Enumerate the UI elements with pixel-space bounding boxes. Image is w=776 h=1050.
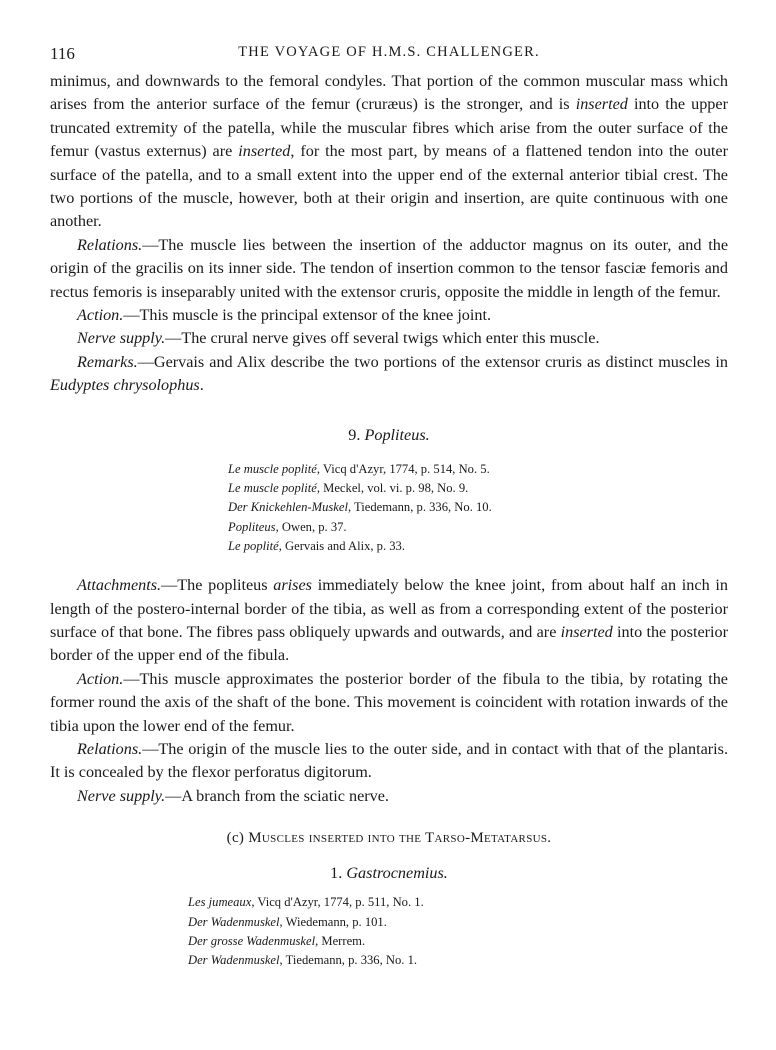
paragraph-nerve-supply-1: Nerve supply.—The crural nerve gives off several twigs which enter this muscle.	[77, 329, 600, 348]
label-action: Action.	[77, 306, 124, 325]
synonym-entry: Der Wadenmuskel, Wiedemann, p. 101.	[188, 914, 387, 929]
page	[50, 44, 728, 970]
synonym-entry: Les jumeaux, Vicq d'Azyr, 1774, p. 511, No. 1.	[188, 895, 424, 910]
synonym-entry: Der grosse Wadenmuskel, Merrem.	[188, 933, 366, 948]
synonym-entry: Le muscle poplité, Vicq d'Azyr, 1774, p. 514, No. 5.	[228, 461, 490, 476]
synonym-entry: Le poplité, Gervais and Alix, p. 33.	[228, 538, 406, 553]
synonym-entry: Le muscle poplité, Meckel, vol. vi. p. 98, No. 9.	[228, 480, 469, 495]
paragraph-extensor-cruris-continued: minimus, and downwards to the femoral condyles. That portion of the common muscular mass which arises from the anterior surface of the femur (cruræus) is the stronger, and is inserted into the upper truncated extremity of the patella, while the muscular fibres which arise from the outer surface of the femur (vastus externus) are inserted, for the most part, by means of a flattened tendon into the outer surface of the patella, and to a small extent into the upper end of the external anterior tibial crest. The two portions of the muscle, however, both at their origin and insertion, are quite continuous with one another.	[50, 72, 728, 231]
page-header	[50, 44, 728, 70]
section-title-gastrocnemius: 1. Gastrocnemius.	[330, 864, 448, 883]
label-relations: Relations.	[77, 740, 143, 759]
subheading-tarso-metatarsus: (c) Muscles inserted into the Tarso-Metatarsus.	[226, 830, 552, 847]
running-title: THE VOYAGE OF H.M.S. CHALLENGER.	[238, 44, 540, 60]
synonymy-list-gastrocnemius	[188, 893, 728, 970]
synonym-entry: Der Wadenmuskel, Tiedemann, p. 336, No. 1.	[188, 953, 418, 968]
label-nerve-supply: Nerve supply.	[77, 786, 166, 805]
paragraph-relations-1: Relations.—The muscle lies between the insertion of the adductor magnus on its outer, and the origin of the gracilis on its inner side. The tendon of insertion common to the tensor fasciæ femoris and rectus femoris is inseparably united with the extensor cruris, opposite the middle in length of the femur.	[50, 235, 728, 301]
paragraph-relations-2: Relations.—The origin of the muscle lies to the outer side, and in contact with that of the plantaris. It is concealed by the flexor perforatus digitorum.	[50, 740, 728, 782]
synonymy-list-popliteus	[228, 460, 728, 556]
section-title-popliteus: 9. Popliteus.	[348, 425, 430, 444]
label-remarks: Remarks.	[77, 352, 138, 371]
synonym-entry: Popliteus, Owen, p. 37.	[228, 519, 347, 534]
synonym-entry: Der Knickehlen-Muskel, Tiedemann, p. 336, No. 10.	[228, 500, 492, 515]
species-name: Eudyptes chrysolophus	[50, 376, 200, 395]
label-relations: Relations.	[77, 235, 143, 254]
label-action: Action.	[77, 669, 124, 688]
page-number: 116	[50, 44, 75, 63]
paragraph-attachments-2: Attachments.—The popliteus arises immediately below the knee joint, from about half an inch in length of the postero-internal border of the tibia, as well as from a corresponding extent of the posterior surface of that bone. The fibres pass obliquely upwards and outwards, and are inserted into the posterior border of the upper end of the fibula.	[50, 576, 729, 665]
label-attachments: Attachments.	[77, 576, 162, 595]
paragraph-action-2: Action.—This muscle approximates the posterior border of the fibula to the tibia, by rotating the former round the axis of the shaft of the bone. This movement is coincident with rotation inwards of the tibia upon the lower end of the femur.	[50, 669, 728, 735]
paragraph-nerve-supply-2: Nerve supply.—A branch from the sciatic nerve.	[77, 786, 389, 805]
paragraph-remarks-1: Remarks.—Gervais and Alix describe the two portions of the extensor cruris as distinct muscles in Eudyptes chrysolophus.	[50, 352, 728, 395]
paragraph-action-1: Action.—This muscle is the principal extensor of the knee joint.	[77, 306, 492, 325]
label-nerve-supply: Nerve supply.	[77, 329, 166, 348]
